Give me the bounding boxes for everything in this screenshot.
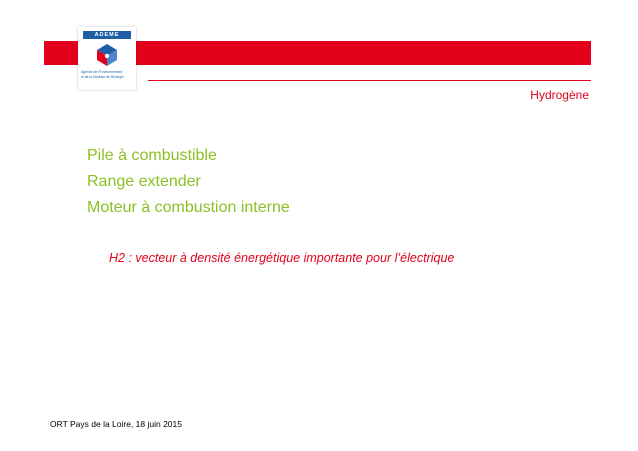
header-rule	[148, 80, 591, 81]
highlight-note: H2 : vecteur à densité énergétique importante pour l’électrique	[109, 251, 455, 265]
bullet-item: Range extender	[87, 173, 201, 190]
logo-caption-line-2: et de la Maîtrise de l'Énergie	[81, 74, 124, 79]
ademe-logo	[78, 27, 136, 90]
bullet-item: Moteur à combustion interne	[87, 199, 290, 216]
logo-mark-icon	[96, 43, 118, 67]
logo-caption-line-1: Agence de l'Environnement	[81, 70, 123, 74]
bullet-list	[87, 143, 290, 221]
logo-caption	[81, 70, 133, 79]
bullet-item: Pile à combustible	[87, 147, 217, 164]
logo-wordmark: ADEME	[83, 31, 131, 39]
section-title: Hydrogène	[530, 88, 589, 102]
footer-text: ORT Pays de la Loire, 18 juin 2015	[50, 419, 182, 429]
